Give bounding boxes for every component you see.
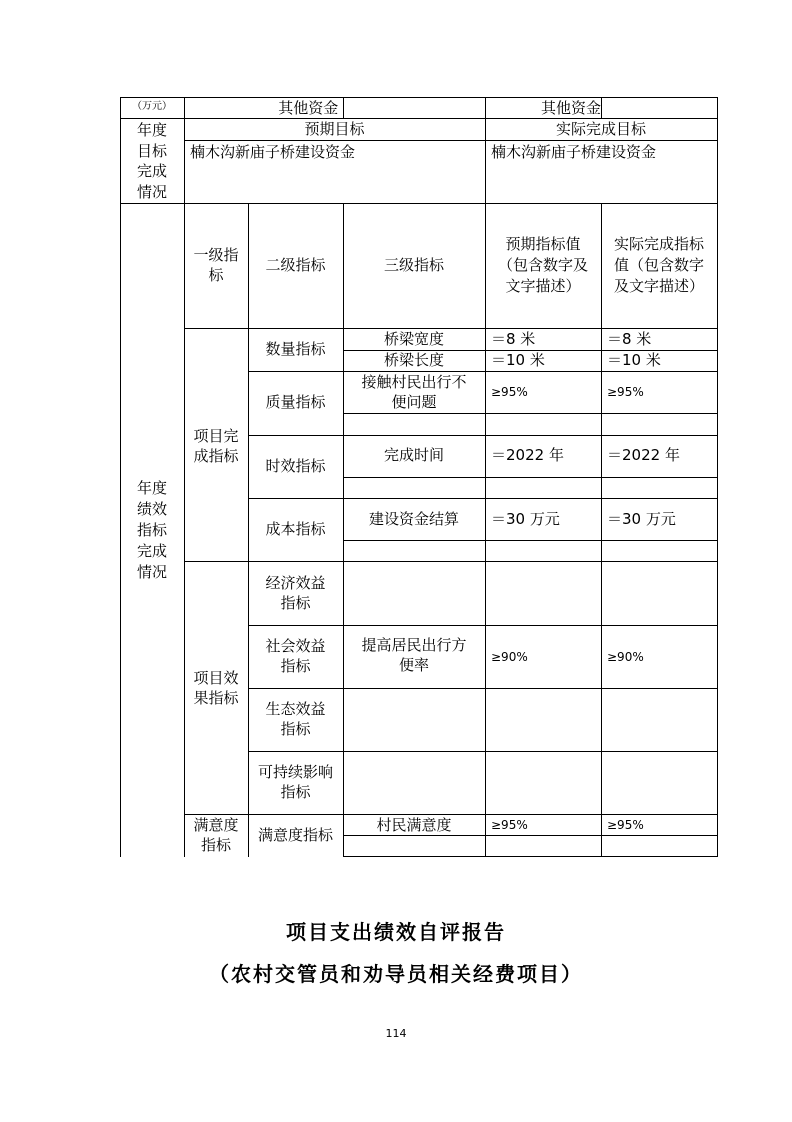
actual-goal-text: 楠木沟新庙子桥建设资金 — [491, 143, 657, 161]
row-completion-time-name: 完成时间 — [383, 446, 444, 464]
other-funds-label-left: 其他资金 — [278, 99, 339, 117]
other-funds-label-right: 其他资金 — [540, 99, 601, 117]
level2-timeliness: 时效指标 — [265, 457, 326, 475]
expected-value-header: 预期指标值 （包含数字及 文字描述） — [497, 235, 588, 295]
group-completion: 项目完 成指标 — [193, 427, 239, 465]
row-bridge-width-actual: ＝8 米 — [607, 330, 652, 348]
report-subtitle: （农村交管员和劝导员相关经费项目） — [209, 962, 583, 986]
page-number: 114 — [385, 1027, 407, 1040]
group-satisfaction: 满意度 指标 — [193, 816, 239, 854]
row-travel-actual: ≥95% — [607, 385, 644, 399]
performance-label: 年度 绩效 指标 完成 情况 — [136, 479, 167, 581]
row-travel-name: 接触村民出行不 便问题 — [361, 373, 467, 411]
expected-goal-text: 楠木沟新庙子桥建设资金 — [190, 143, 356, 161]
row-bridge-length-expected: ＝10 米 — [491, 351, 545, 369]
row-bridge-width-expected: ＝8 米 — [491, 330, 536, 348]
row-travel-expected: ≥95% — [491, 385, 528, 399]
row-settlement-name: 建设资金结算 — [368, 510, 459, 528]
level2-sustainable: 可持续影响 指标 — [257, 763, 333, 801]
row-completion-time-actual: ＝2022 年 — [607, 446, 680, 464]
level2-social: 社会效益 指标 — [265, 637, 326, 675]
row-convenience-expected: ≥90% — [491, 650, 528, 664]
level2-header: 二级指标 — [265, 256, 326, 274]
level1-header: 一级指 标 — [193, 246, 239, 284]
actual-value-header: 实际完成指标 值（包含数字 及文字描述） — [613, 235, 704, 295]
row-completion-time-expected: ＝2022 年 — [491, 446, 564, 464]
level2-satisfaction: 满意度指标 — [257, 826, 333, 844]
annual-goal-label: 年度 目标 完成 情况 — [136, 121, 167, 201]
row-convenience-name: 提高居民出行方 便率 — [361, 636, 467, 674]
level2-quantity: 数量指标 — [265, 340, 326, 358]
level2-quality: 质量指标 — [265, 393, 326, 411]
row-villager-satisfaction-expected: ≥95% — [491, 818, 528, 832]
row-bridge-length-actual: ＝10 米 — [607, 351, 661, 369]
unit-label: （万元） — [132, 101, 172, 112]
row-villager-satisfaction-actual: ≥95% — [607, 818, 644, 832]
actual-goal-header: 实际完成目标 — [555, 120, 646, 138]
expected-goal-header: 预期目标 — [304, 120, 365, 138]
group-effect: 项目效 果指标 — [193, 669, 239, 707]
report-title: 项目支出绩效自评报告 — [286, 920, 506, 944]
level2-ecological: 生态效益 指标 — [265, 700, 326, 738]
row-settlement-expected: ＝30 万元 — [491, 510, 560, 528]
row-bridge-width-name: 桥梁宽度 — [383, 330, 444, 348]
row-bridge-length-name: 桥梁长度 — [383, 351, 444, 369]
level3-header: 三级指标 — [383, 256, 444, 274]
row-villager-satisfaction-name: 村民满意度 — [376, 816, 452, 834]
level2-cost: 成本指标 — [265, 520, 326, 538]
level2-economic: 经济效益 指标 — [265, 574, 326, 612]
row-settlement-actual: ＝30 万元 — [607, 510, 676, 528]
row-convenience-actual: ≥90% — [607, 650, 644, 664]
